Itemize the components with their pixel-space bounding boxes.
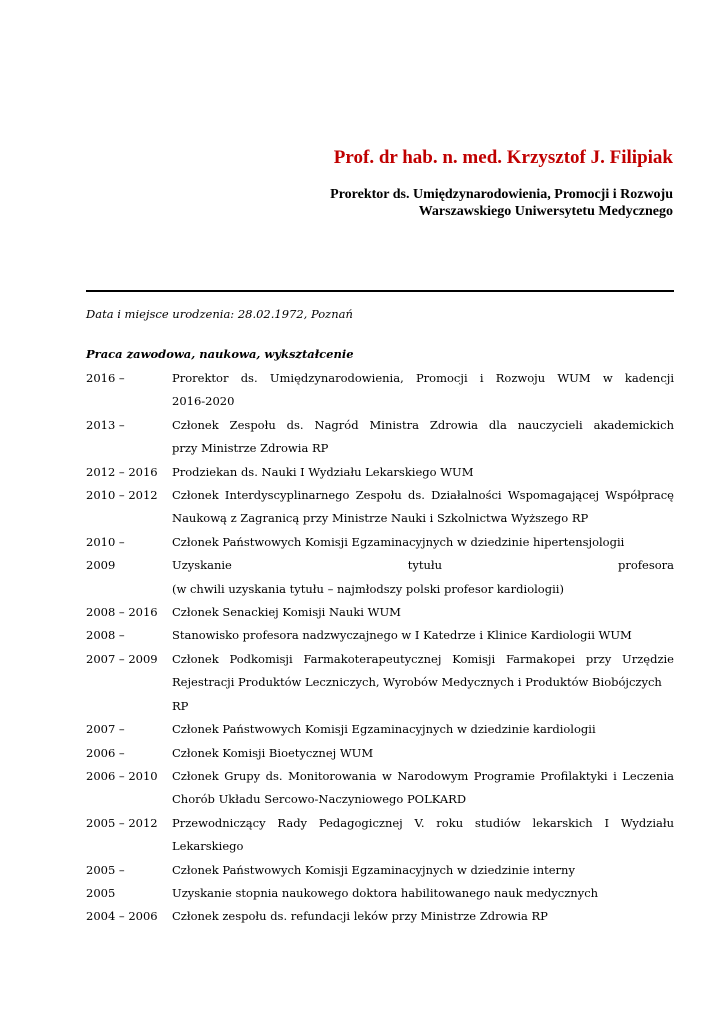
entry-description [172,554,674,601]
career-entry [86,601,674,624]
entry-date: 2016 – [86,371,125,385]
entry-date: 2006 – 2010 [86,768,158,783]
career-entry [86,905,674,928]
entry-line: 2016-2020 [172,394,235,409]
entry-date: 2009 [86,558,116,573]
entry-description [172,414,674,461]
career-entry [86,812,674,859]
career-entry [86,718,674,741]
entry-line: Członek Podkomisji Farmakoterapeutycznej Komisji Farmakopei przy Urzędzie [172,651,674,666]
person-name: Prof. dr hab. n. med. Krzysztof J. Filipiak [333,147,673,168]
entry-line: Uzyskanie stopnia naukowego doktora habilitowanego nauk medycznych [172,885,599,900]
position-line-2: Warszawskiego Uniwersytetu Medycznego [418,204,673,219]
entry-line: Członek zespołu ds. refundacji leków przy Ministrze Zdrowia RP [172,909,548,924]
career-entry [86,742,674,765]
entry-line: Członek Komisji Bioetycznej WUM [172,745,374,760]
entry-date: 2008 – [86,628,125,643]
career-entry [86,882,674,905]
entry-description [172,882,674,905]
entry-line: Członek Senackiej Komisji Nauki WUM [172,605,401,620]
cv-header [73,146,673,220]
entry-date: 2010 – [86,534,125,549]
entry-description [172,461,674,484]
entry-line: (w chwili uzyskania tytułu – najmłodszy polski profesor kardiologii) [172,581,564,596]
entry-line: Członek Państwowych Komisji Egzaminacyjnych w dziedzinie hipertensjologii [172,534,625,549]
entry-line: Rejestracji Produktów Leczniczych, Wyrobów Medycznych i Produktów Biobójczych RP [172,675,662,713]
entry-description [172,367,674,414]
entry-line: Chorób Układu Sercowo-Naczyniowego POLKARD [172,792,467,807]
entry-date: 2008 – 2016 [86,605,158,620]
entry-line: Stanowisko profesora nadzwyczajnego w I Katedrze i Klinice Kardiologii WUM [172,628,632,643]
career-entry [86,531,674,554]
person-position [73,186,673,220]
career-entry [86,554,674,601]
entry-line: Lekarskiego [172,839,244,854]
entry-description [172,601,674,624]
entry-description [172,718,674,741]
entry-description [172,905,674,928]
career-entry [86,648,674,718]
career-entry [86,461,674,484]
entry-line: Członek Zespołu ds. Nagród Ministra Zdrowia dla nauczycieli akademickich [172,417,674,432]
entry-date: 2004 – 2006 [86,909,158,924]
entry-date: 2006 – [86,745,125,760]
position-line-1: Prorektor ds. Umiędzynarodowienia, Promocji i Rozwoju [330,187,673,202]
header-divider [86,290,674,292]
entry-description [172,624,674,647]
entry-date: 2010 – 2012 [86,488,158,503]
entry-description [172,484,674,531]
entry-line: Przewodniczący Rady Pedagogicznej V. roku studiów lekarskich I Wydziału [172,815,674,830]
career-entry [86,414,674,461]
entry-line: Naukową z Zagranicą przy Ministrze Nauki i Szkolnictwa Wyższego RP [172,511,589,526]
career-entry [86,367,674,414]
career-entry [86,765,674,812]
entry-line: Członek Państwowych Komisji Egzaminacyjnych w dziedzinie kardiologii [172,722,596,737]
entry-date: 2007 – [86,722,125,737]
birth-info: Data i miejsce urodzenia: 28.02.1972, Poznań [86,307,353,321]
entry-description [172,742,674,765]
entry-line: Członek Grupy ds. Monitorowania w Narodowym Programie Profilaktyki i Leczenia [172,768,674,783]
entry-line: Uzyskanie tytułu profesora [172,558,674,573]
entry-line: Prorektor ds. Umiędzynarodowienia, Promocji i Rozwoju WUM w kadencji [172,371,674,385]
entry-line: przy Ministrze Zdrowia RP [172,441,329,456]
career-entry [86,484,674,531]
entry-line: Członek Interdyscyplinarnego Zespołu ds. Działalności Wspomagającej Współpracę [172,488,674,503]
entry-line: Członek Państwowych Komisji Egzaminacyjnych w dziedzinie interny [172,862,575,877]
section-title: Praca zawodowa, naukowa, wykształcenie [86,347,354,361]
entry-description [172,648,674,718]
entry-date: 2005 – 2012 [86,815,158,830]
entry-line: Prodziekan ds. Nauki I Wydziału Lekarskiego WUM [172,464,474,479]
entry-description [172,812,674,859]
career-entry [86,624,674,647]
entry-date: 2007 – 2009 [86,651,158,666]
entry-description [172,531,674,554]
entry-date: 2005 – [86,862,125,877]
entry-description [172,859,674,882]
entry-date: 2005 [86,885,116,900]
entry-date: 2013 – [86,417,125,432]
entry-description [172,765,674,812]
entry-date: 2012 – 2016 [86,464,158,479]
career-entry [86,859,674,882]
career-list [86,367,674,929]
